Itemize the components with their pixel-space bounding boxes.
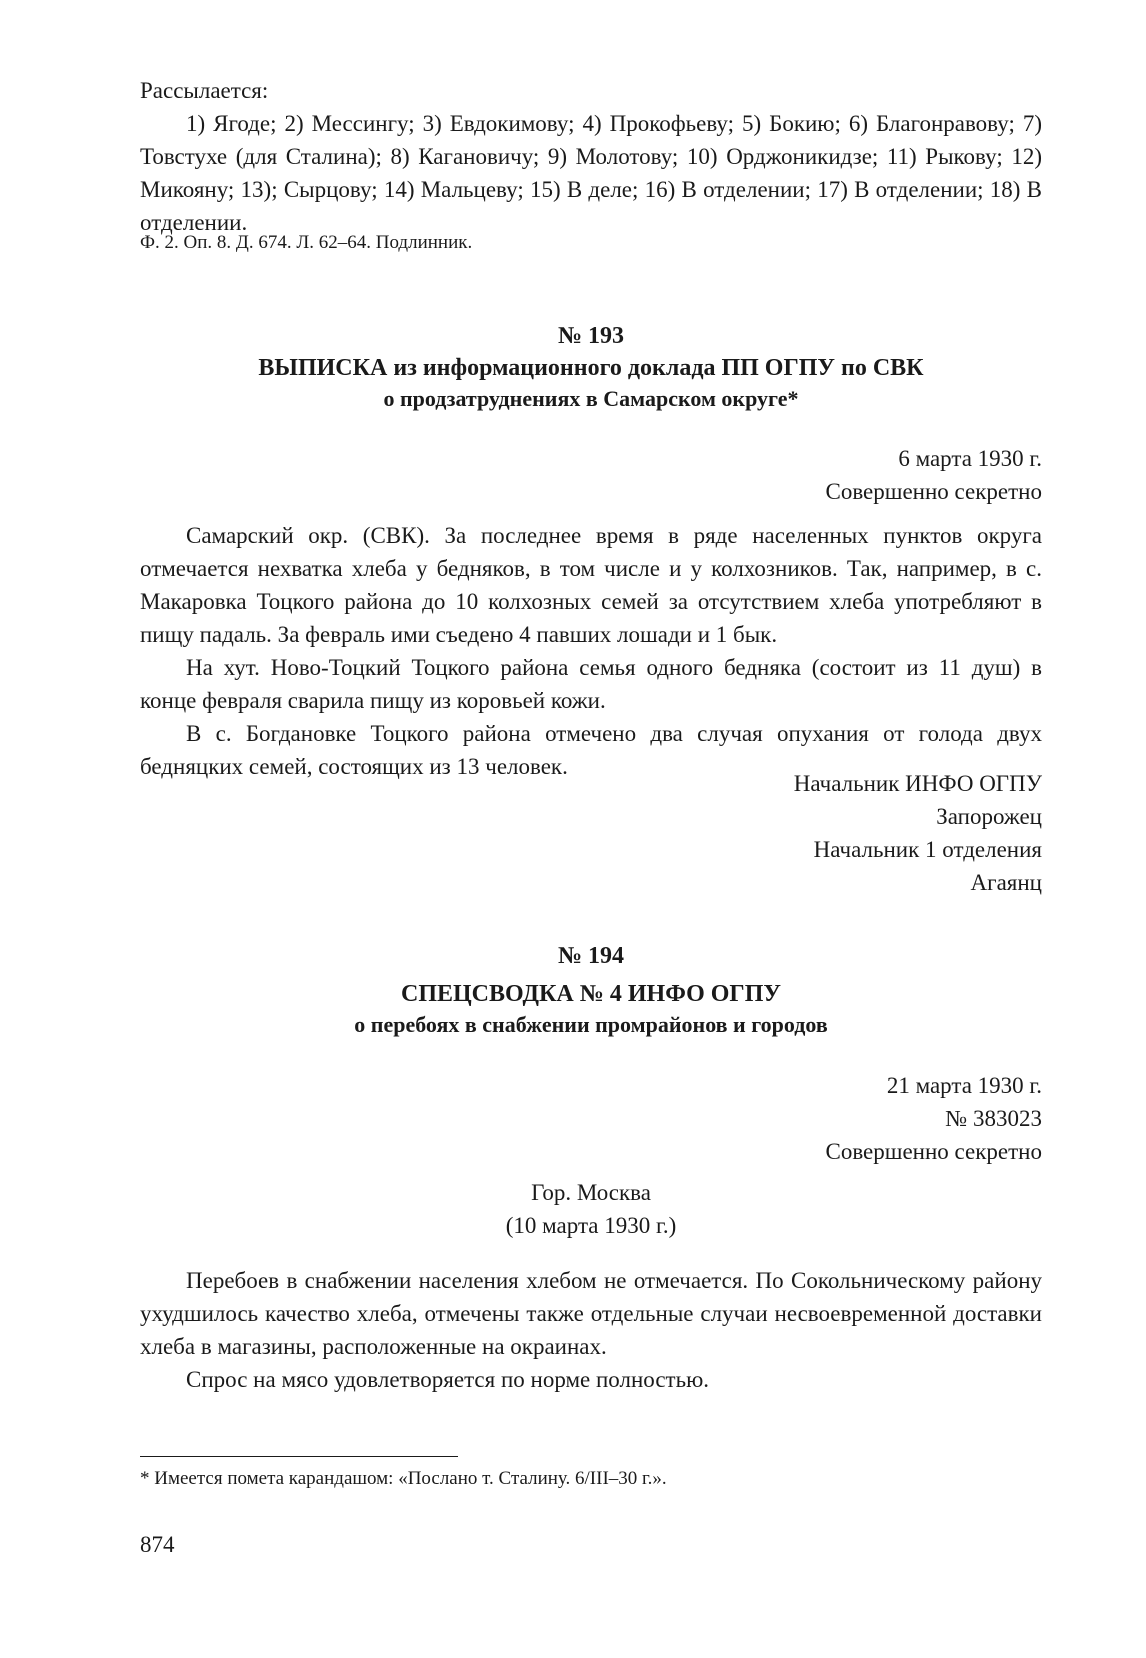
- doc193-signatures: [140, 767, 1042, 899]
- page-number: 874: [140, 1532, 175, 1557]
- doc194-header: [140, 940, 1042, 1040]
- distribution-heading: Рассылается:: [140, 78, 269, 103]
- footnote: * Имеется помета карандашом: «Послано т. Сталину. 6/III–30 г.».: [140, 1468, 667, 1489]
- doc194-title: СПЕЦСВОДКА № 4 ИНФО ОГПУ: [401, 981, 781, 1007]
- doc194-doc-number: № 383023: [945, 1106, 1042, 1131]
- doc194-number: № 194: [557, 943, 625, 969]
- doc193-paragraph-2: На хут. Ново-Тоцкий Тоцкого района семья одного бедняка (состоит из 11 душ) в конце февраля сварила пищу из коровьей кожи.: [140, 655, 1042, 713]
- doc193-number: № 193: [557, 323, 625, 349]
- signature-title-2: Начальник 1 отделения: [813, 837, 1042, 862]
- doc194-place-date: (10 марта 1930 г.): [505, 1213, 677, 1238]
- distribution-section: [140, 74, 1042, 239]
- archive-reference-block: [140, 230, 1042, 256]
- doc194-place: Гор. Москва: [531, 1180, 651, 1205]
- doc193-header: [140, 320, 1042, 414]
- doc194-paragraph-1: Перебоев в снабжении населения хлебом не отмечается. По Сокольническому району ухудшилось качество хлеба, отмечены также отдельные случаи несвоевременной доставки хлеба в магазины, расположенные на окраинах.: [140, 1268, 1042, 1359]
- doc194-body: [140, 1264, 1042, 1396]
- doc193-paragraph-1: Самарский окр. (СВК). За последнее время в ряде населенных пунктов округа отмечается нехватка хлеба у бедняков, в том числе и у колхозников. Так, например, в с. Макаровка Тоцкого района до 10 колхозных семей за отсутствием хлеба употребляют в пищу падаль. За февраль ими съедено 4 павших лошади и 1 бык.: [140, 523, 1042, 647]
- doc193-classification: Совершенно секретно: [825, 479, 1042, 504]
- doc194-date: 21 марта 1930 г.: [886, 1073, 1042, 1098]
- doc194-meta: [140, 1069, 1042, 1168]
- archive-reference: Ф. 2. Оп. 8. Д. 674. Л. 62–64. Подлинник.: [140, 232, 473, 253]
- signature-name-2: Агаянц: [970, 870, 1042, 895]
- footnote-block: [140, 1466, 1042, 1492]
- doc193-body: [140, 519, 1042, 783]
- doc193-subtitle: о продзатруднениях в Самарском округе*: [383, 386, 799, 411]
- distribution-list: 1) Ягоде; 2) Мессингу; 3) Евдокимову; 4) Прокофьеву; 5) Бокию; 6) Благонравову; 7) Товстухе (для Сталина); 8) Кагановичу; 9) Молотову; 10) Орджоникидзе; 11) Рыкову; 12) Микояну; 13); Сырцову; 14) Мальцеву; 15) В деле; 16) В отделении; 17) В отделении; 18) В отделении.: [140, 111, 1042, 235]
- doc194-subtitle: о перебоях в снабжении промрайонов и городов: [354, 1012, 828, 1037]
- page-number-block: [140, 1528, 1042, 1561]
- signature-name-1: Запорожец: [936, 804, 1042, 829]
- signature-title-1: Начальник ИНФО ОГПУ: [793, 771, 1042, 796]
- doc194-place-block: [140, 1176, 1042, 1242]
- doc194-classification: Совершенно секретно: [825, 1139, 1042, 1164]
- doc193-paragraph-3: В с. Богдановке Тоцкого района отмечено два случая опухания от голода двух бедняцких семей, состоящих из 13 человек.: [140, 721, 1042, 779]
- doc193-meta: [140, 442, 1042, 508]
- doc194-paragraph-2: Спрос на мясо удовлетворяется по норме полностью.: [186, 1367, 710, 1392]
- doc193-date: 6 марта 1930 г.: [898, 446, 1042, 471]
- doc193-title: ВЫПИСКА из информационного доклада ПП ОГПУ по СВК: [258, 355, 924, 381]
- footnote-rule: [140, 1456, 458, 1457]
